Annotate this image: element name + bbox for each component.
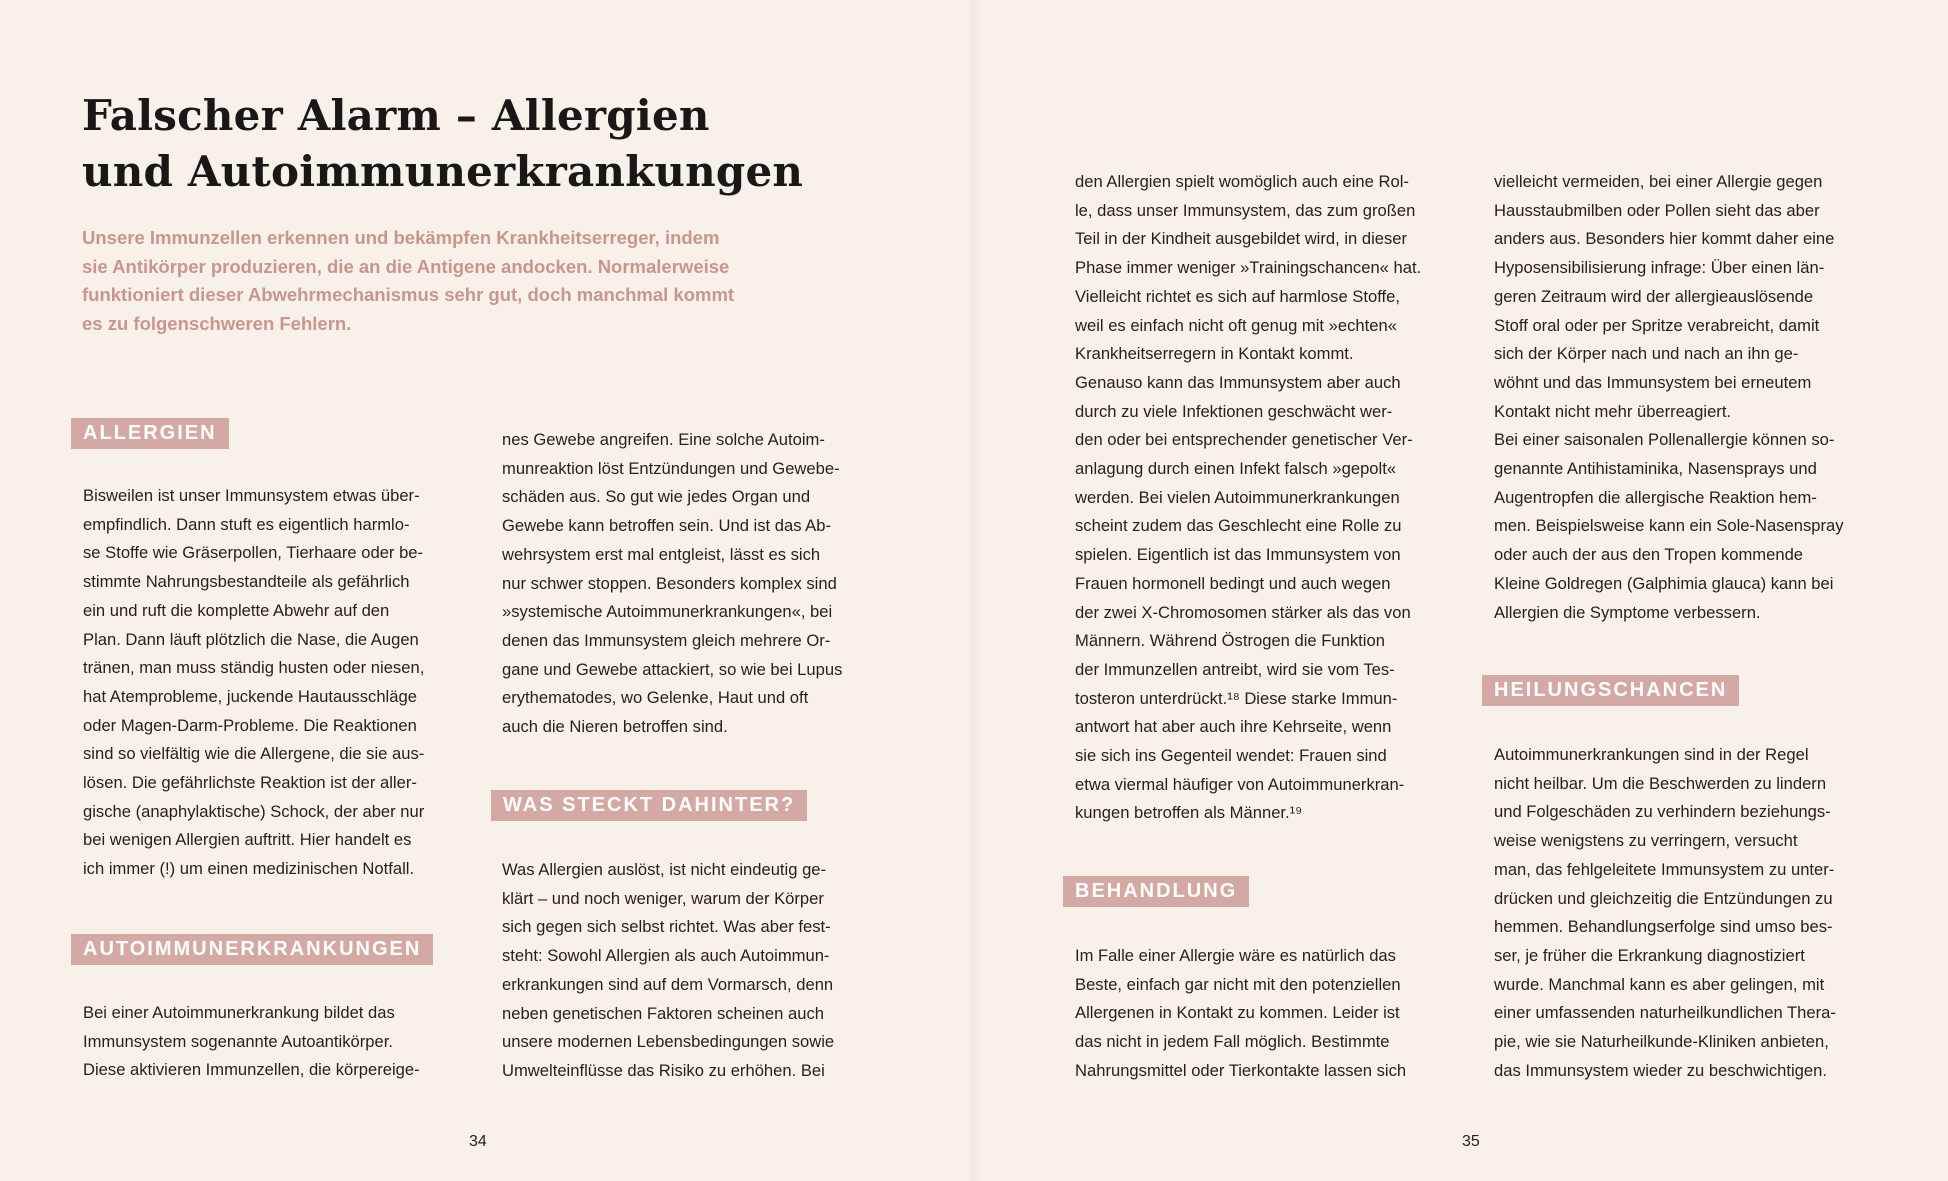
lead-line: Unsere Immunzellen erkennen und bekämpfen Krankheitserreger, indem — [82, 227, 720, 248]
text-line: gische (anaphylaktische) Schock, der aber nur — [83, 801, 425, 821]
heading-was-steckt-dahinter: WAS STECKT DAHINTER? — [491, 790, 807, 821]
text-line: Frauen hormonell bedingt und auch wegen — [1075, 573, 1391, 593]
text-line: man, das fehlgeleitete Immunsystem zu unter- — [1494, 859, 1835, 879]
title-line: Falscher Alarm – Allergien — [82, 91, 710, 140]
text-line: antwort hat aber auch ihre Kehrseite, wenn — [1075, 717, 1392, 737]
text-line: durch zu viele Infektionen geschwächt wer- — [1075, 401, 1393, 421]
text-line: Nahrungsmittel oder Tierkontakte lassen sich — [1075, 1060, 1407, 1080]
text-line: klärt – und noch weniger, warum der Körper — [502, 888, 824, 908]
text-line: Allergenen in Kontakt zu kommen. Leider ist — [1075, 1003, 1400, 1023]
text-line: nicht heilbar. Um die Beschwerden zu lindern — [1494, 773, 1827, 793]
text-line: Immunsystem sogenannte Autoantikörper. — [83, 1031, 393, 1051]
text-line: einer umfassenden naturheilkundlichen Thera- — [1494, 1003, 1836, 1023]
text-line: Plan. Dann läuft plötzlich die Nase, die Augen — [83, 629, 419, 649]
page-title — [82, 88, 842, 200]
text-line: der Immunzellen antreibt, wird sie vom Tes- — [1075, 659, 1395, 679]
text-line: vielleicht vermeiden, bei einer Allergie gegen — [1494, 172, 1823, 191]
text-line: anlagung durch einen Infekt falsch »gepolt« — [1075, 459, 1397, 479]
text-line: Im Falle einer Allergie wäre es natürlich das — [1075, 946, 1396, 965]
text-line: Genauso kann das Immunsystem aber auch — [1075, 372, 1401, 392]
text-line: nur schwer stoppen. Besonders komplex sind — [502, 573, 837, 593]
lead-paragraph — [82, 224, 782, 339]
text-line: das nicht in jedem Fall möglich. Bestimmte — [1075, 1032, 1390, 1052]
text-line: Kleine Goldregen (Galphimia glauca) kann bei — [1494, 573, 1834, 593]
text-autoimmun-continued — [502, 426, 842, 742]
text-line: das Immunsystem wieder zu beschwichtigen. — [1494, 1060, 1827, 1080]
text-line: stimmte Nahrungsbestandteile als gefährlich — [83, 572, 410, 592]
text-line: und Folgeschäden zu verhindern beziehungs- — [1494, 802, 1831, 822]
text-line: unsere modernen Lebensbedingungen sowie — [502, 1032, 835, 1052]
text-line: munreaktion löst Entzündungen und Gewebe- — [502, 458, 840, 478]
text-line: oder Magen-Darm-Probleme. Die Reaktionen — [83, 715, 417, 735]
text-line: etwa viermal häufiger von Autoimmunerkran- — [1075, 774, 1405, 794]
text-line: sich der Körper nach und nach an ihn ge- — [1494, 344, 1799, 364]
page-number-right: 35 — [1462, 1133, 1480, 1150]
text-line: sind so vielfältig wie die Allergene, die sie aus- — [83, 744, 425, 764]
text-line: men. Beispielsweise kann ein Sole-Nasenspray — [1494, 516, 1844, 536]
text-line: den Allergien spielt womöglich auch eine Rol- — [1075, 172, 1409, 191]
text-line: den oder bei entsprechender genetischer Ver- — [1075, 430, 1413, 450]
text-heilungschancen — [1494, 741, 1836, 1085]
text-line: der zwei X-Chromosomen stärker als das von — [1075, 602, 1411, 622]
text-line: schäden aus. So gut wie jedes Organ und — [502, 487, 811, 507]
text-line: Allergien die Symptome verbessern. — [1494, 602, 1761, 622]
text-line: »systemische Autoimmunerkrankungen«, bei — [502, 602, 833, 622]
text-line: oder auch der aus den Tropen kommende — [1494, 545, 1804, 565]
text-line: empfindlich. Dann stuft es eigentlich harmlo- — [83, 514, 410, 534]
text-autoimmunerkrankungen — [83, 999, 420, 1085]
text-line: Kontakt nicht mehr überreagiert. — [1494, 401, 1732, 421]
book-gutter — [966, 0, 982, 1181]
text-line: Augentropfen die allergische Reaktion hem- — [1494, 487, 1817, 507]
text-line: ich immer (!) um einen medizinischen Notfall. — [83, 859, 415, 879]
text-line: steht: Sowohl Allergien als auch Autoimmun- — [502, 946, 830, 966]
text-line: Hyposensibilisierung infrage: Über einen län- — [1494, 258, 1825, 278]
text-line: anders aus. Besonders hier kommt daher eine — [1494, 229, 1835, 249]
text-line: Umwelteinflüsse das Risiko zu erhöhen. Bei — [502, 1060, 825, 1080]
text-line: genannte Antihistaminika, Nasensprays und — [1494, 459, 1817, 479]
text-line: scheint zudem das Geschlecht eine Rolle zu — [1075, 516, 1402, 536]
text-line: wehrsystem erst mal entgleist, lässt es sich — [502, 544, 821, 564]
text-behandlung-continued — [1494, 168, 1844, 627]
text-line: tränen, man muss ständig husten oder niesen, — [83, 658, 425, 678]
lead-line: es zu folgenschweren Fehlern. — [82, 313, 352, 335]
text-line: ein und ruft die komplette Abwehr auf den — [83, 600, 390, 620]
text-line: gane und Gewebe attackiert, so wie bei Lupus — [502, 659, 843, 679]
text-line: denen das Immunsystem gleich mehrere Or- — [502, 630, 831, 650]
text-line: Beste, einfach gar nicht mit den potenziellen — [1075, 974, 1401, 994]
text-line: se Stoffe wie Gräserpollen, Tierhaare oder be- — [83, 543, 424, 563]
text-line: Krankheitserregern in Kontakt kommt. — [1075, 344, 1354, 364]
text-line: hemmen. Behandlungserfolge sind umso bes- — [1494, 917, 1833, 937]
text-line: weise wenigstens zu verringern, versucht — [1494, 831, 1798, 851]
text-line: Teil in der Kindheit ausgebildet wird, in dieser — [1075, 229, 1408, 249]
text-line: auch die Nieren betroffen sind. — [502, 717, 728, 737]
text-behandlung — [1075, 942, 1406, 1086]
heading-autoimmunerkrankungen: AUTOIMMUNERKRANKUNGEN — [71, 934, 433, 965]
heading-heilungschancen: HEILUNGSCHANCEN — [1482, 675, 1739, 706]
text-line: Phase immer weniger »Trainingschancen« hat. — [1075, 258, 1422, 278]
text-line: bei wenigen Allergien auftritt. Hier handelt es — [83, 830, 412, 850]
text-line: drücken und gleichzeitig die Entzündungen zu — [1494, 888, 1833, 908]
text-line: erythematodes, wo Gelenke, Haut und oft — [502, 688, 809, 708]
text-line: tosteron unterdrückt.¹⁸ Diese starke Immun- — [1075, 688, 1398, 708]
text-line: wurde. Manchmal kann es aber gelingen, mit — [1494, 974, 1825, 994]
text-line: werden. Bei vielen Autoimmunerkrankungen — [1075, 487, 1400, 507]
page-number-left: 34 — [469, 1133, 487, 1150]
text-line: erkrankungen sind auf dem Vormarsch, denn — [502, 974, 834, 994]
text-line: Was Allergien auslöst, ist nicht eindeutig ge- — [502, 860, 827, 879]
text-line: sich gegen sich selbst richtet. Was aber fest- — [502, 917, 831, 937]
text-line: Vielleicht richtet es sich auf harmlose Stoffe, — [1075, 286, 1400, 306]
text-line: ser, je früher die Erkrankung diagnostiziert — [1494, 945, 1805, 965]
text-allergien — [83, 482, 424, 884]
text-line: nes Gewebe angreifen. Eine solche Autoim- — [502, 430, 825, 449]
text-line: wöhnt und das Immunsystem bei erneutem — [1494, 372, 1812, 392]
text-line: spielen. Eigentlich ist das Immunsystem von — [1075, 545, 1401, 565]
text-line: Bei einer Autoimmunerkrankung bildet das — [83, 1003, 395, 1022]
text-line: geren Zeitraum wird der allergieauslösende — [1494, 286, 1814, 306]
text-line: weil es einfach nicht oft genug mit »echten« — [1075, 315, 1397, 335]
text-line: le, dass unser Immunsystem, das zum großen — [1075, 200, 1416, 220]
text-line: kungen betroffen als Männer.¹⁹ — [1075, 803, 1303, 823]
text-line: lösen. Die gefährlichste Reaktion ist der aller- — [83, 773, 417, 793]
text-was-steckt-dahinter — [502, 856, 834, 1086]
text-line: sie sich ins Gegenteil wendet: Frauen sind — [1075, 746, 1387, 766]
title-line: und Autoimmunerkrankungen — [82, 147, 804, 196]
text-line: Bei einer saisonalen Pollenallergie können so- — [1494, 430, 1835, 450]
lead-line: sie Antikörper produzieren, die an die Antigene andocken. Normalerweise — [82, 255, 730, 277]
text-line: hat Atemprobleme, juckende Hautausschläge — [83, 686, 417, 706]
text-line: Autoimmunerkrankungen sind in der Regel — [1494, 745, 1809, 764]
lead-line: funktioniert dieser Abwehrmechanismus sehr gut, doch manchmal kommt — [82, 284, 735, 306]
text-line: Männern. Während Östrogen die Funktion — [1075, 631, 1385, 651]
text-line: Bisweilen ist unser Immunsystem etwas über- — [83, 486, 420, 505]
text-line: Gewebe kann betroffen sein. Und ist das Ab- — [502, 516, 832, 536]
text-line: pie, wie sie Naturheilkunde-Kliniken anbieten, — [1494, 1032, 1829, 1052]
text-line: Stoff oral oder per Spritze verabreicht, damit — [1494, 315, 1820, 335]
text-dahinter-continued — [1075, 168, 1421, 828]
heading-behandlung: BEHANDLUNG — [1063, 876, 1249, 907]
text-line: Hausstaubmilben oder Pollen sieht das aber — [1494, 200, 1820, 220]
text-line: neben genetischen Faktoren scheinen auch — [502, 1003, 824, 1023]
heading-allergien: ALLERGIEN — [71, 418, 229, 449]
text-line: Diese aktivieren Immunzellen, die körpereige- — [83, 1060, 420, 1080]
